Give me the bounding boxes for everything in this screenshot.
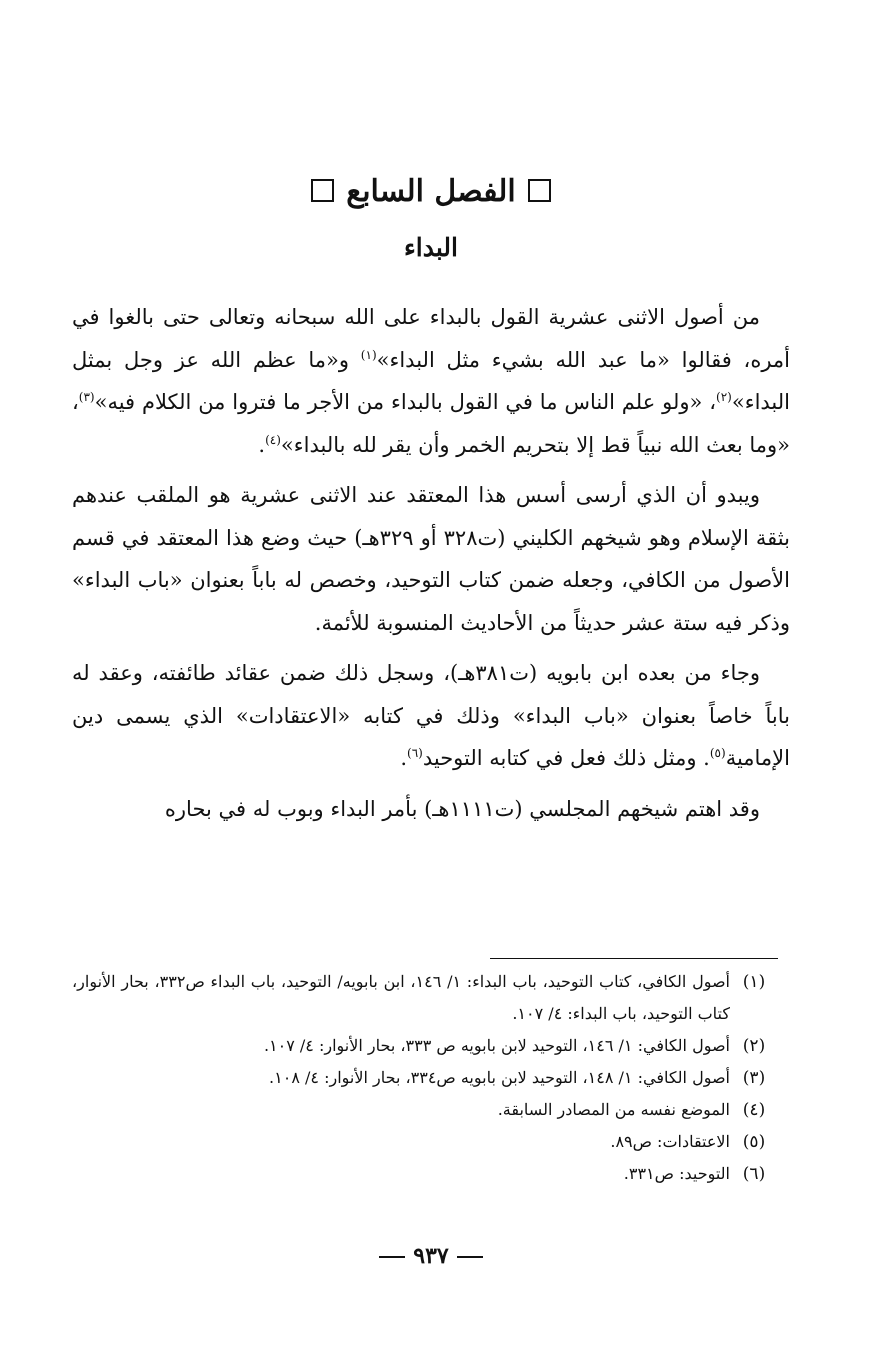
footnote-ref-3: (٣) [78,390,95,404]
footnotes-list [72,966,778,1190]
footnote-text: الاعتقادات: ص٨٩. [610,1132,730,1151]
section-title: البداء [404,233,458,262]
footnote-5 [72,1126,778,1158]
footnote-1 [72,966,778,1030]
footnote-number: (١) [742,972,766,992]
footnote-ref-4: (٤) [265,432,281,447]
paragraph-3-part-1: وجاء من بعده ابن بابويه (ت٣٨١هـ)، وسجل ذلك ضمن عقائد طائفته، وعقد له باباً خاصاً بعنوان «باب البداء» وذلك في كتابه «الاعتقادات» الذي يسمى دين الإمامية [72,661,790,770]
dash-left [379,1256,405,1258]
footnote-ref-1: (١) [360,347,377,362]
paragraph-3-part-2: . ومثل ذلك فعل في كتابه التوحيد [422,746,710,770]
footnote-separator [490,958,778,959]
footnote-number: (٦) [742,1164,766,1184]
body-text [72,296,790,838]
footnote-ref-2: (٢) [716,390,732,404]
footnote-text: التوحيد: ص٣٣١. [623,1164,730,1183]
paragraph-3-part-3: . [400,746,407,770]
footnote-number: (٥) [742,1132,766,1152]
dash-right [457,1256,483,1258]
page-number-text: ٩٣٧ [413,1243,449,1269]
paragraph-4: وقد اهتم شيخهم المجلسي (ت١١١١هـ) بأمر البداء وبوب له في بحاره [164,796,760,821]
footnote-ref-5: (٥) [709,746,726,760]
footnote-number: (٤) [742,1100,766,1120]
paragraph-3 [72,652,790,780]
paragraph-1-part-1: من أصول الاثنى عشرية القول بالبداء على الله سبحانه وتعالى حتى بالغوا في أمره، فقالوا «ما عبد الله بشيء مثل البداء» [72,305,791,372]
footnote-text: أصول الكافي: ١/ ١٤٨، التوحيد لابن بابويه ص٣٣٤، بحار الأنوار: ٤/ ١٠٨. [269,1068,730,1087]
paragraph-1-part-5: . [258,432,266,457]
chapter-title-text: الفصل السابع [346,174,516,209]
footnote-number: (٣) [742,1068,766,1088]
paragraph-1-part-4: ، «وما بعث الله نبياً قط إلا بتحريم الخمر وأن يقر لله بالبداء» [72,390,790,457]
footnote-4 [72,1094,778,1126]
footnote-text: أصول الكافي: ١/ ١٤٦، التوحيد لابن بابويه ص ٣٣٣، بحار الأنوار: ٤/ ١٠٧. [263,1036,730,1055]
paragraph-1-part-2: و«ما عظم الله عز وجل بمثل البداء» [72,347,790,414]
footnote-3 [72,1062,778,1094]
page-number [72,1236,790,1276]
box-icon-right [528,179,551,202]
box-icon-left [311,179,334,202]
footnote-6 [72,1158,778,1190]
chapter-title [72,168,790,216]
paragraph-1-part-3: ، «ولو علم الناس ما في القول بالبداء من الأجر ما فتروا من الكلام فيه» [94,390,717,414]
footnote-text: الموضع نفسه من المصادر السابقة. [497,1100,730,1119]
footnote-ref-6: (٦) [407,746,423,760]
paragraph-2: ويبدو أن الذي أرسى أسس هذا المعتقد عند الاثنى عشرية هو الملقب عندهم بثقة الإسلام وهو شيخهم الكليني (ت٣٢٨ أو ٣٢٩هـ) حيث وضع هذا المعتقد في قسم الأصول من الكافي، وجعله ضمن كتاب التوحيد، وخصص له باباً بعنوان «باب البداء» وذكر فيه ستة عشر حديثاً من الأحاديث المنسوبة للأئمة. [72,483,790,635]
footnote-text: أصول الكافي، كتاب التوحيد، باب البداء: ١/ ١٤٦، ابن بابويه/ التوحيد، باب البداء ص٣٣٢، بحار الأنوار، كتاب التوحيد، باب البداء: ٤/ ١٠٧. [72,972,730,1023]
paragraph-1 [72,296,790,466]
footnote-number: (٢) [742,1036,766,1056]
footnote-2 [72,1030,778,1062]
